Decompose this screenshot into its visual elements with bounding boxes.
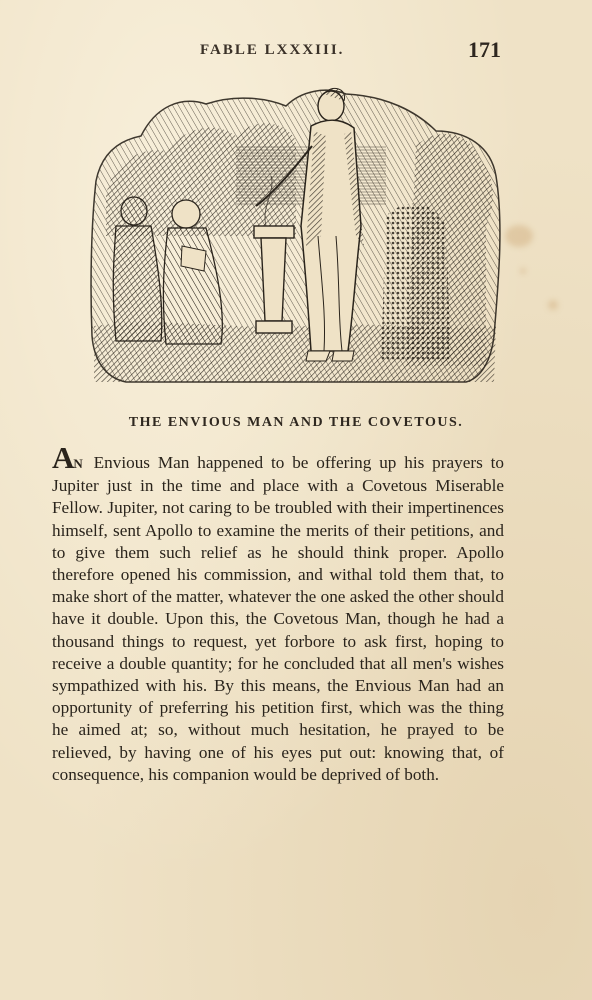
fable-title: THE ENVIOUS MAN AND THE COVETOUS.: [128, 415, 464, 430]
running-head: FABLE LXXXIII.: [200, 42, 345, 58]
drop-cap: A: [52, 440, 74, 475]
foxing-stain: [548, 300, 558, 310]
fable-text: [52, 440, 504, 786]
fable-body: Envious Man happened to be offering up his prayers to Jupiter just in the time and place with a Covetous Miserable Fellow. Jupiter, not caring to be troubled with their impertinences himself, sent Apollo to examine the merits of their petitions, and to give them such relief as he should think proper. Apollo therefore opened his commission, and withal told them that, to make short of the matter, whatever the one asked the other should have it double. Upon this, the Covetous Man, though he had a thousand things to request, yet forbore to ask first, hoping to receive a double quantity; for he concluded that all men's wishes sympathized with his. By this means, the Envious Man had an opportunity of preferring his petition first, which was the thing he aimed at; so, without much hesitation, he prayed to be relieved, by having one of his eyes put out: knowing that, of consequence, his companion would be deprived of both.: [52, 453, 504, 784]
foxing-stain: [505, 225, 533, 247]
page-number: 171: [468, 37, 501, 62]
woodcut-illustration-icon: [86, 86, 506, 386]
drop-cap-rest: N: [73, 456, 84, 471]
page-header: [0, 37, 592, 70]
foxing-stain: [520, 268, 526, 274]
